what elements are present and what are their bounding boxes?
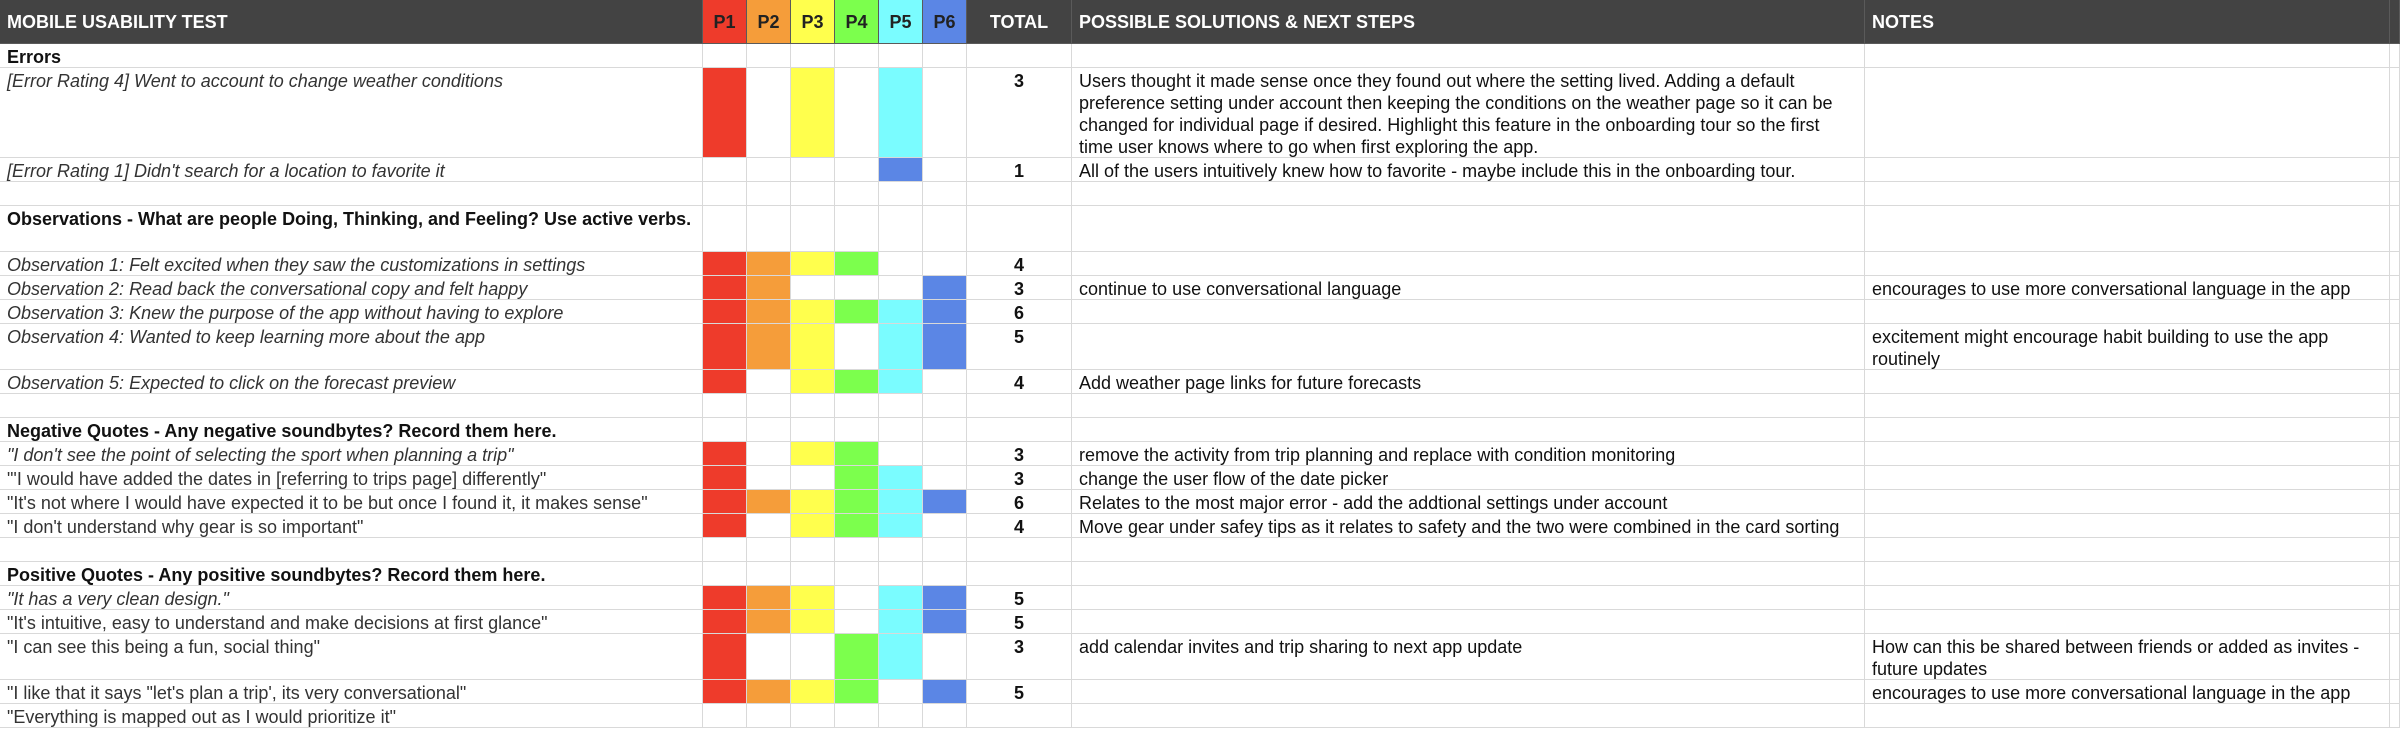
participant-cell-p4[interactable] [835, 252, 879, 276]
participant-cell-p3[interactable] [791, 182, 835, 206]
participant-cell-p5[interactable] [879, 370, 923, 394]
participant-cell-p5[interactable] [879, 680, 923, 704]
notes-cell[interactable] [1865, 206, 2390, 252]
participant-cell-p4[interactable] [835, 634, 879, 680]
participant-cell-p5[interactable] [879, 182, 923, 206]
extra-cell[interactable] [2390, 586, 2400, 610]
participant-cell-p5[interactable] [879, 634, 923, 680]
label-cell[interactable]: Positive Quotes - Any positive soundbytes? Record them here. [0, 562, 703, 586]
participant-cell-p2[interactable] [747, 252, 791, 276]
extra-cell[interactable] [2390, 610, 2400, 634]
header-p4[interactable]: P4 [835, 0, 879, 44]
participant-cell-p6[interactable] [923, 324, 967, 370]
participant-cell-p4[interactable] [835, 370, 879, 394]
table-row [0, 442, 2400, 466]
participant-cell-p2[interactable] [747, 562, 791, 586]
solution-cell[interactable] [1072, 206, 1865, 252]
participant-cell-p5[interactable] [879, 252, 923, 276]
participant-cell-p1[interactable] [703, 538, 747, 562]
participant-cell-p5[interactable] [879, 206, 923, 252]
table-row [0, 158, 2400, 182]
participant-cell-p4[interactable] [835, 610, 879, 634]
participant-cell-p1[interactable] [703, 206, 747, 252]
participant-cell-p5[interactable] [879, 562, 923, 586]
notes-cell[interactable] [1865, 68, 2390, 158]
solution-cell[interactable]: Users thought it made sense once they found out where the setting lived. Adding a default preference setting under account then keeping the conditions on the weather page so it can be changed for individual page if desired. Highlight this feature in the onboarding tour so the first time user knows where to go when first exploring the app. [1072, 68, 1865, 158]
participant-cell-p3[interactable] [791, 538, 835, 562]
participant-cell-p6[interactable] [923, 44, 967, 68]
participant-cell-p2[interactable] [747, 704, 791, 728]
participant-cell-p3[interactable] [791, 44, 835, 68]
participant-cell-p6[interactable] [923, 206, 967, 252]
section-row [0, 562, 2400, 586]
label-cell[interactable]: "It has a very clean design." [0, 586, 703, 610]
extra-cell[interactable] [2390, 466, 2400, 490]
participant-cell-p6[interactable] [923, 418, 967, 442]
extra-cell[interactable] [2390, 680, 2400, 704]
header-p1[interactable]: P1 [703, 0, 747, 44]
participant-cell-p5[interactable] [879, 610, 923, 634]
participant-cell-p5[interactable] [879, 300, 923, 324]
participant-cell-p5[interactable] [879, 418, 923, 442]
label-cell[interactable]: "It's intuitive, easy to understand and make decisions at first glance" [0, 610, 703, 634]
participant-cell-p2[interactable] [747, 490, 791, 514]
participant-cell-p6[interactable] [923, 68, 967, 158]
table-row [0, 680, 2400, 704]
notes-cell[interactable] [1865, 514, 2390, 538]
total-cell[interactable]: 3 [967, 276, 1072, 300]
participant-cell-p5[interactable] [879, 324, 923, 370]
header-title[interactable]: MOBILE USABILITY TEST [0, 0, 703, 44]
header-row [0, 0, 2400, 44]
solution-cell[interactable] [1072, 538, 1865, 562]
blank-row [0, 182, 2400, 206]
extra-cell[interactable] [2390, 442, 2400, 466]
participant-cell-p1[interactable] [703, 514, 747, 538]
notes-cell[interactable] [1865, 182, 2390, 206]
table-row [0, 490, 2400, 514]
participant-cell-p4[interactable] [835, 68, 879, 158]
participant-cell-p1[interactable] [703, 182, 747, 206]
extra-cell[interactable] [2390, 514, 2400, 538]
notes-cell[interactable] [1865, 704, 2390, 728]
participant-cell-p6[interactable] [923, 442, 967, 466]
extra-cell[interactable] [2390, 562, 2400, 586]
participant-cell-p2[interactable] [747, 586, 791, 610]
label-cell[interactable]: "'I would have added the dates in [referring to trips page] differently" [0, 466, 703, 490]
table-row [0, 704, 2400, 728]
notes-cell[interactable] [1865, 300, 2390, 324]
participant-cell-p4[interactable] [835, 324, 879, 370]
table-row [0, 68, 2400, 158]
participant-cell-p5[interactable] [879, 514, 923, 538]
participant-cell-p2[interactable] [747, 634, 791, 680]
participant-cell-p6[interactable] [923, 158, 967, 182]
participant-cell-p1[interactable] [703, 324, 747, 370]
participant-cell-p4[interactable] [835, 586, 879, 610]
total-cell[interactable]: 5 [967, 680, 1072, 704]
participant-cell-p6[interactable] [923, 466, 967, 490]
header-p5[interactable]: P5 [879, 0, 923, 44]
participant-cell-p1[interactable] [703, 680, 747, 704]
table-row [0, 634, 2400, 680]
participant-cell-p4[interactable] [835, 44, 879, 68]
header-p3[interactable]: P3 [791, 0, 835, 44]
table-row [0, 370, 2400, 394]
extra-cell[interactable] [2390, 44, 2400, 68]
total-cell[interactable]: 4 [967, 514, 1072, 538]
label-cell[interactable]: "It's not where I would have expected it to be but once I found it, it makes sense" [0, 490, 703, 514]
total-cell[interactable] [967, 182, 1072, 206]
blank-row [0, 394, 2400, 418]
notes-cell[interactable] [1865, 370, 2390, 394]
solution-cell[interactable] [1072, 182, 1865, 206]
participant-cell-p6[interactable] [923, 586, 967, 610]
participant-cell-p5[interactable] [879, 466, 923, 490]
participant-cell-p1[interactable] [703, 394, 747, 418]
extra-cell[interactable] [2390, 370, 2400, 394]
notes-cell[interactable] [1865, 394, 2390, 418]
participant-cell-p6[interactable] [923, 252, 967, 276]
notes-cell[interactable] [1865, 490, 2390, 514]
solution-cell[interactable] [1072, 680, 1865, 704]
total-cell[interactable]: 6 [967, 300, 1072, 324]
participant-cell-p6[interactable] [923, 562, 967, 586]
participant-cell-p6[interactable] [923, 680, 967, 704]
participant-cell-p1[interactable] [703, 252, 747, 276]
extra-cell[interactable] [2390, 182, 2400, 206]
participant-cell-p3[interactable] [791, 394, 835, 418]
solution-cell[interactable] [1072, 418, 1865, 442]
table-row [0, 324, 2400, 370]
participant-cell-p6[interactable] [923, 370, 967, 394]
solution-cell[interactable] [1072, 394, 1865, 418]
extra-cell[interactable] [2390, 634, 2400, 680]
participant-cell-p2[interactable] [747, 442, 791, 466]
total-cell[interactable] [967, 394, 1072, 418]
header-p6[interactable]: P6 [923, 0, 967, 44]
total-cell[interactable] [967, 206, 1072, 252]
participant-cell-p3[interactable] [791, 562, 835, 586]
total-cell[interactable]: 4 [967, 252, 1072, 276]
label-cell[interactable] [0, 394, 703, 418]
total-cell[interactable]: 6 [967, 490, 1072, 514]
participant-cell-p2[interactable] [747, 182, 791, 206]
participant-cell-p1[interactable] [703, 68, 747, 158]
participant-cell-p3[interactable] [791, 490, 835, 514]
notes-cell[interactable] [1865, 158, 2390, 182]
header-solutions[interactable]: POSSIBLE SOLUTIONS & NEXT STEPS [1072, 0, 1865, 44]
participant-cell-p2[interactable] [747, 206, 791, 252]
notes-cell[interactable] [1865, 538, 2390, 562]
total-cell[interactable] [967, 418, 1072, 442]
participant-cell-p4[interactable] [835, 490, 879, 514]
table-row [0, 586, 2400, 610]
total-cell[interactable]: 5 [967, 610, 1072, 634]
total-cell[interactable]: 3 [967, 634, 1072, 680]
participant-cell-p1[interactable] [703, 466, 747, 490]
participant-cell-p1[interactable] [703, 490, 747, 514]
total-cell[interactable]: 3 [967, 466, 1072, 490]
extra-cell[interactable] [2390, 418, 2400, 442]
label-cell[interactable]: Errors [0, 44, 703, 68]
extra-cell[interactable] [2390, 538, 2400, 562]
participant-cell-p4[interactable] [835, 206, 879, 252]
solution-cell[interactable]: continue to use conversational language [1072, 276, 1865, 300]
label-cell[interactable]: Negative Quotes - Any negative soundbytes? Record them here. [0, 418, 703, 442]
participant-cell-p2[interactable] [747, 610, 791, 634]
total-cell[interactable]: 1 [967, 158, 1072, 182]
participant-cell-p2[interactable] [747, 68, 791, 158]
participant-cell-p3[interactable] [791, 158, 835, 182]
table-row [0, 514, 2400, 538]
table-row [0, 610, 2400, 634]
table-row [0, 300, 2400, 324]
participant-cell-p1[interactable] [703, 44, 747, 68]
participant-cell-p1[interactable] [703, 442, 747, 466]
extra-cell[interactable] [2390, 252, 2400, 276]
table-row [0, 466, 2400, 490]
participant-cell-p3[interactable] [791, 206, 835, 252]
participant-cell-p3[interactable] [791, 276, 835, 300]
section-row [0, 44, 2400, 68]
participant-cell-p5[interactable] [879, 442, 923, 466]
participant-cell-p4[interactable] [835, 514, 879, 538]
participant-cell-p6[interactable] [923, 514, 967, 538]
participant-cell-p4[interactable] [835, 562, 879, 586]
participant-cell-p4[interactable] [835, 704, 879, 728]
participant-cell-p3[interactable] [791, 610, 835, 634]
label-cell[interactable]: "I don't see the point of selecting the sport when planning a trip" [0, 442, 703, 466]
header-notes[interactable]: NOTES [1865, 0, 2390, 44]
participant-cell-p3[interactable] [791, 514, 835, 538]
participant-cell-p5[interactable] [879, 704, 923, 728]
label-cell[interactable]: [Error Rating 4] Went to account to change weather conditions [0, 68, 703, 158]
participant-cell-p5[interactable] [879, 276, 923, 300]
participant-cell-p3[interactable] [791, 324, 835, 370]
participant-cell-p1[interactable] [703, 418, 747, 442]
participant-cell-p2[interactable] [747, 418, 791, 442]
notes-cell[interactable] [1865, 252, 2390, 276]
solution-cell[interactable]: Move gear under safey tips as it relates to safety and the two were combined in the card sorting [1072, 514, 1865, 538]
label-cell[interactable]: Observation 2: Read back the conversational copy and felt happy [0, 276, 703, 300]
participant-cell-p3[interactable] [791, 466, 835, 490]
participant-cell-p1[interactable] [703, 370, 747, 394]
participant-cell-p5[interactable] [879, 44, 923, 68]
total-cell[interactable] [967, 538, 1072, 562]
participant-cell-p6[interactable] [923, 276, 967, 300]
extra-cell[interactable] [2390, 324, 2400, 370]
total-cell[interactable] [967, 44, 1072, 68]
participant-cell-p3[interactable] [791, 370, 835, 394]
table-row [0, 252, 2400, 276]
table-row [0, 276, 2400, 300]
participant-cell-p5[interactable] [879, 538, 923, 562]
notes-cell[interactable] [1865, 44, 2390, 68]
notes-cell[interactable] [1865, 466, 2390, 490]
label-cell[interactable] [0, 182, 703, 206]
participant-cell-p3[interactable] [791, 418, 835, 442]
solution-cell[interactable]: Relates to the most major error - add the addtional settings under account [1072, 490, 1865, 514]
label-cell[interactable]: Observation 3: Knew the purpose of the app without having to explore [0, 300, 703, 324]
participant-cell-p4[interactable] [835, 158, 879, 182]
participant-cell-p4[interactable] [835, 538, 879, 562]
notes-cell[interactable] [1865, 562, 2390, 586]
solution-cell[interactable]: add calendar invites and trip sharing to next app update [1072, 634, 1865, 680]
notes-cell[interactable]: excitement might encourage habit building to use the app routinely [1865, 324, 2390, 370]
extra-cell[interactable] [2390, 68, 2400, 158]
solution-cell[interactable] [1072, 44, 1865, 68]
participant-cell-p4[interactable] [835, 466, 879, 490]
participant-cell-p5[interactable] [879, 158, 923, 182]
participant-cell-p5[interactable] [879, 394, 923, 418]
header-p2[interactable]: P2 [747, 0, 791, 44]
participant-cell-p4[interactable] [835, 394, 879, 418]
extra-cell[interactable] [2390, 490, 2400, 514]
notes-cell[interactable]: encourages to use more conversational language in the app [1865, 680, 2390, 704]
solution-cell[interactable] [1072, 562, 1865, 586]
participant-cell-p5[interactable] [879, 586, 923, 610]
extra-cell[interactable] [2390, 394, 2400, 418]
participant-cell-p4[interactable] [835, 300, 879, 324]
participant-cell-p6[interactable] [923, 634, 967, 680]
extra-cell[interactable] [2390, 300, 2400, 324]
participant-cell-p5[interactable] [879, 68, 923, 158]
notes-cell[interactable]: How can this be shared between friends or added as invites - future updates [1865, 634, 2390, 680]
participant-cell-p6[interactable] [923, 490, 967, 514]
participant-cell-p4[interactable] [835, 182, 879, 206]
notes-cell[interactable]: encourages to use more conversational language in the app [1865, 276, 2390, 300]
total-cell[interactable] [967, 704, 1072, 728]
participant-cell-p1[interactable] [703, 634, 747, 680]
label-cell[interactable]: "I don't understand why gear is so important" [0, 514, 703, 538]
participant-cell-p1[interactable] [703, 562, 747, 586]
solution-cell[interactable] [1072, 324, 1865, 370]
participant-cell-p2[interactable] [747, 370, 791, 394]
participant-cell-p2[interactable] [747, 300, 791, 324]
label-cell[interactable]: [Error Rating 1] Didn't search for a location to favorite it [0, 158, 703, 182]
solution-cell[interactable] [1072, 300, 1865, 324]
notes-cell[interactable] [1865, 418, 2390, 442]
participant-cell-p1[interactable] [703, 610, 747, 634]
notes-cell[interactable] [1865, 610, 2390, 634]
participant-cell-p1[interactable] [703, 276, 747, 300]
total-cell[interactable] [967, 562, 1072, 586]
section-row [0, 206, 2400, 252]
total-cell[interactable]: 4 [967, 370, 1072, 394]
participant-cell-p3[interactable] [791, 586, 835, 610]
extra-cell[interactable] [2390, 276, 2400, 300]
extra-cell[interactable] [2390, 206, 2400, 252]
label-cell[interactable]: Observations - What are people Doing, Thinking, and Feeling? Use active verbs. [0, 206, 703, 252]
label-cell[interactable]: Observation 4: Wanted to keep learning more about the app [0, 324, 703, 370]
participant-cell-p1[interactable] [703, 158, 747, 182]
participant-cell-p1[interactable] [703, 586, 747, 610]
participant-cell-p2[interactable] [747, 276, 791, 300]
participant-cell-p3[interactable] [791, 252, 835, 276]
label-cell[interactable] [0, 538, 703, 562]
total-cell[interactable]: 5 [967, 324, 1072, 370]
participant-cell-p1[interactable] [703, 704, 747, 728]
extra-cell[interactable] [2390, 704, 2400, 728]
label-cell[interactable]: "Everything is mapped out as I would prioritize it" [0, 704, 703, 728]
participant-cell-p2[interactable] [747, 680, 791, 704]
participant-cell-p6[interactable] [923, 300, 967, 324]
notes-cell[interactable] [1865, 442, 2390, 466]
blank-row [0, 538, 2400, 562]
participant-cell-p3[interactable] [791, 300, 835, 324]
participant-cell-p2[interactable] [747, 158, 791, 182]
participant-cell-p4[interactable] [835, 276, 879, 300]
participant-cell-p4[interactable] [835, 680, 879, 704]
participant-cell-p2[interactable] [747, 324, 791, 370]
section-row [0, 418, 2400, 442]
total-cell[interactable]: 3 [967, 442, 1072, 466]
participant-cell-p2[interactable] [747, 44, 791, 68]
participant-cell-p3[interactable] [791, 634, 835, 680]
header-total[interactable]: TOTAL [967, 0, 1072, 44]
solution-cell[interactable] [1072, 252, 1865, 276]
notes-cell[interactable] [1865, 586, 2390, 610]
solution-cell[interactable]: Add weather page links for future forecasts [1072, 370, 1865, 394]
solution-cell[interactable] [1072, 704, 1865, 728]
participant-cell-p2[interactable] [747, 538, 791, 562]
label-cell[interactable]: "I like that it says "let's plan a trip', its very conversational" [0, 680, 703, 704]
header-extra[interactable] [2390, 0, 2400, 44]
participant-cell-p3[interactable] [791, 68, 835, 158]
solution-cell[interactable]: All of the users intuitively knew how to favorite - maybe include this in the onboarding tour. [1072, 158, 1865, 182]
solution-cell[interactable]: remove the activity from trip planning and replace with condition monitoring [1072, 442, 1865, 466]
participant-cell-p3[interactable] [791, 704, 835, 728]
participant-cell-p2[interactable] [747, 394, 791, 418]
participant-cell-p2[interactable] [747, 514, 791, 538]
participant-cell-p6[interactable] [923, 182, 967, 206]
solution-cell[interactable] [1072, 586, 1865, 610]
label-cell[interactable]: Observation 1: Felt excited when they saw the customizations in settings [0, 252, 703, 276]
participant-cell-p4[interactable] [835, 442, 879, 466]
solution-cell[interactable]: change the user flow of the date picker [1072, 466, 1865, 490]
participant-cell-p1[interactable] [703, 300, 747, 324]
participant-cell-p6[interactable] [923, 394, 967, 418]
participant-cell-p3[interactable] [791, 442, 835, 466]
solution-cell[interactable] [1072, 610, 1865, 634]
total-cell[interactable]: 3 [967, 68, 1072, 158]
participant-cell-p4[interactable] [835, 418, 879, 442]
label-cell[interactable]: "I can see this being a fun, social thing" [0, 634, 703, 680]
label-cell[interactable]: Observation 5: Expected to click on the forecast preview [0, 370, 703, 394]
participant-cell-p3[interactable] [791, 680, 835, 704]
participant-cell-p5[interactable] [879, 490, 923, 514]
participant-cell-p6[interactable] [923, 704, 967, 728]
participant-cell-p6[interactable] [923, 610, 967, 634]
participant-cell-p6[interactable] [923, 538, 967, 562]
total-cell[interactable]: 5 [967, 586, 1072, 610]
participant-cell-p2[interactable] [747, 466, 791, 490]
extra-cell[interactable] [2390, 158, 2400, 182]
